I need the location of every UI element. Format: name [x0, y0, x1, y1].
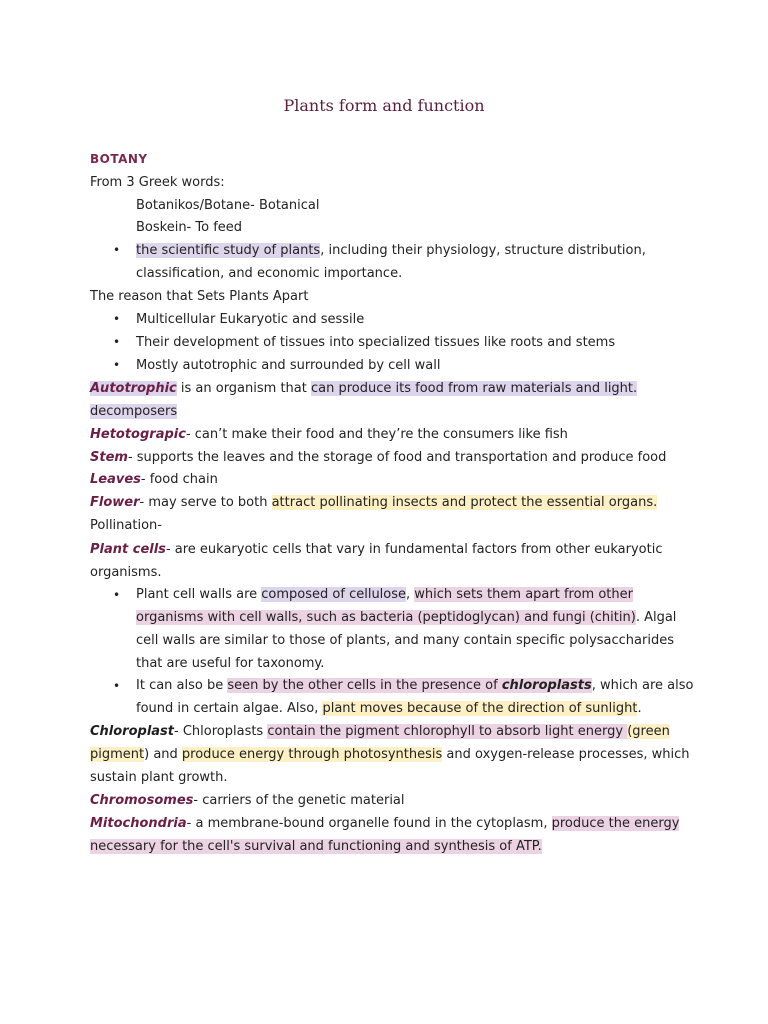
text: , — [406, 587, 415, 602]
plant-cells-line — [90, 541, 663, 559]
seen-line-2 — [136, 700, 642, 718]
highlight — [227, 678, 591, 693]
highlight: produce the energy — [551, 816, 680, 831]
text: . — [637, 701, 642, 716]
term: Autotrophic — [90, 381, 177, 396]
highlight: composed of cellulose — [261, 587, 407, 602]
reason-heading: The reason that Sets Plants Apart — [90, 289, 309, 304]
text: - Chloroplasts — [174, 724, 268, 739]
text: - are eukaryotic cells that vary in fundamental factors from other eukaryotic — [165, 542, 663, 557]
greek-word-1: Botanikos/Botane- Botanical — [136, 198, 320, 213]
bullet: • — [113, 358, 121, 372]
highlight: produce energy through photosynthesis — [181, 747, 443, 762]
plant-cells-cont: organisms. — [90, 565, 162, 580]
cell-wall-line-2 — [136, 609, 676, 627]
heterotrophic-line — [90, 426, 568, 444]
stem-line — [90, 449, 666, 467]
highlight: pigment — [90, 747, 145, 762]
cell-wall-line-3: cell walls are similar to those of plants, and many contain specific polysaccharides — [136, 633, 674, 648]
autotrophic-cont — [90, 403, 177, 421]
highlight: organisms with cell walls, such as bacteria (peptidoglycan) and fungi (chitin) — [136, 610, 636, 625]
term: Plant cells — [90, 542, 166, 557]
text: - food chain — [140, 472, 218, 487]
highlight: the scientific study of plants — [136, 243, 321, 258]
text: It can also be — [136, 678, 228, 693]
section-heading: BOTANY — [90, 152, 148, 166]
chloroplast-line-3: sustain plant growth. — [90, 770, 228, 785]
text: found in certain algae. Also, — [136, 701, 323, 716]
text: Plant cell walls are — [136, 587, 262, 602]
mitochondria-line-1 — [90, 815, 679, 833]
flower-line — [90, 494, 657, 512]
text: - carriers of the genetic material — [193, 793, 405, 808]
highlight: which sets them apart from other — [414, 587, 633, 602]
text: , including their physiology, structure distribution, — [320, 243, 646, 258]
highlight: necessary for the cell's survival and functioning and synthesis of ATP. — [90, 839, 542, 854]
bullet: • — [113, 679, 121, 693]
highlight: (green — [627, 724, 670, 739]
text: - a membrane-bound organelle found in the cytoplasm, — [186, 816, 552, 831]
text: seen by the other cells in the presence of — [227, 678, 502, 693]
greek-intro: From 3 Greek words: — [90, 175, 225, 190]
chromosomes-line — [90, 792, 405, 810]
highlight: contain the pigment chlorophyll to absorb light energy — [267, 724, 628, 739]
highlight: attract pollinating insects and protect the essential organs. — [271, 495, 658, 510]
bullet: • — [113, 335, 121, 349]
reason-item-3: Mostly autotrophic and surrounded by cell wall — [136, 358, 441, 373]
text: - supports the leaves and the storage of food and transportation and produce food — [127, 450, 667, 465]
term: Chromosomes — [90, 793, 194, 808]
pollination-line: Pollination- — [90, 518, 162, 533]
cell-wall-line-1 — [136, 586, 633, 604]
mitochondria-line-2 — [90, 838, 542, 856]
text: - may serve to both — [139, 495, 272, 510]
highlight: plant moves because of the direction of sunlight — [322, 701, 638, 716]
term: Hetotograpic — [90, 427, 186, 442]
bullet: • — [113, 243, 121, 257]
page-title: Plants form and function — [283, 96, 485, 115]
bullet: • — [113, 588, 121, 602]
text: , which are also — [591, 678, 694, 693]
highlight: decomposers — [90, 404, 178, 419]
cell-wall-line-4: that are useful for taxonomy. — [136, 656, 325, 671]
bullet: • — [113, 312, 121, 326]
bold-term: chloroplasts — [501, 678, 592, 693]
greek-word-2: Boskein- To feed — [136, 220, 243, 235]
text: and oxygen-release processes, which — [442, 747, 690, 762]
term: Mitochondria — [90, 816, 187, 831]
reason-item-1: Multicellular Eukaryotic and sessile — [136, 312, 365, 327]
chloroplast-line-1 — [90, 723, 670, 741]
leaves-line — [90, 471, 218, 489]
term: Stem — [90, 450, 128, 465]
definition-cont: classification, and economic importance. — [136, 266, 403, 281]
seen-line-1 — [136, 677, 693, 695]
chloroplast-line-2 — [90, 746, 690, 764]
reason-item-2: Their development of tissues into specialized tissues like roots and stems — [136, 335, 616, 350]
term: Chloroplast — [90, 724, 175, 739]
text: is an organism that — [176, 381, 311, 396]
text: ) and — [144, 747, 182, 762]
text: - can’t make their food and they’re the consumers like fish — [185, 427, 568, 442]
autotrophic-line — [90, 380, 637, 398]
text: . Algal — [635, 610, 677, 625]
definition-line — [136, 242, 646, 260]
term: Flower — [90, 495, 140, 510]
term: Leaves — [90, 472, 141, 487]
highlight: can produce its food from raw materials and light. — [310, 381, 638, 396]
